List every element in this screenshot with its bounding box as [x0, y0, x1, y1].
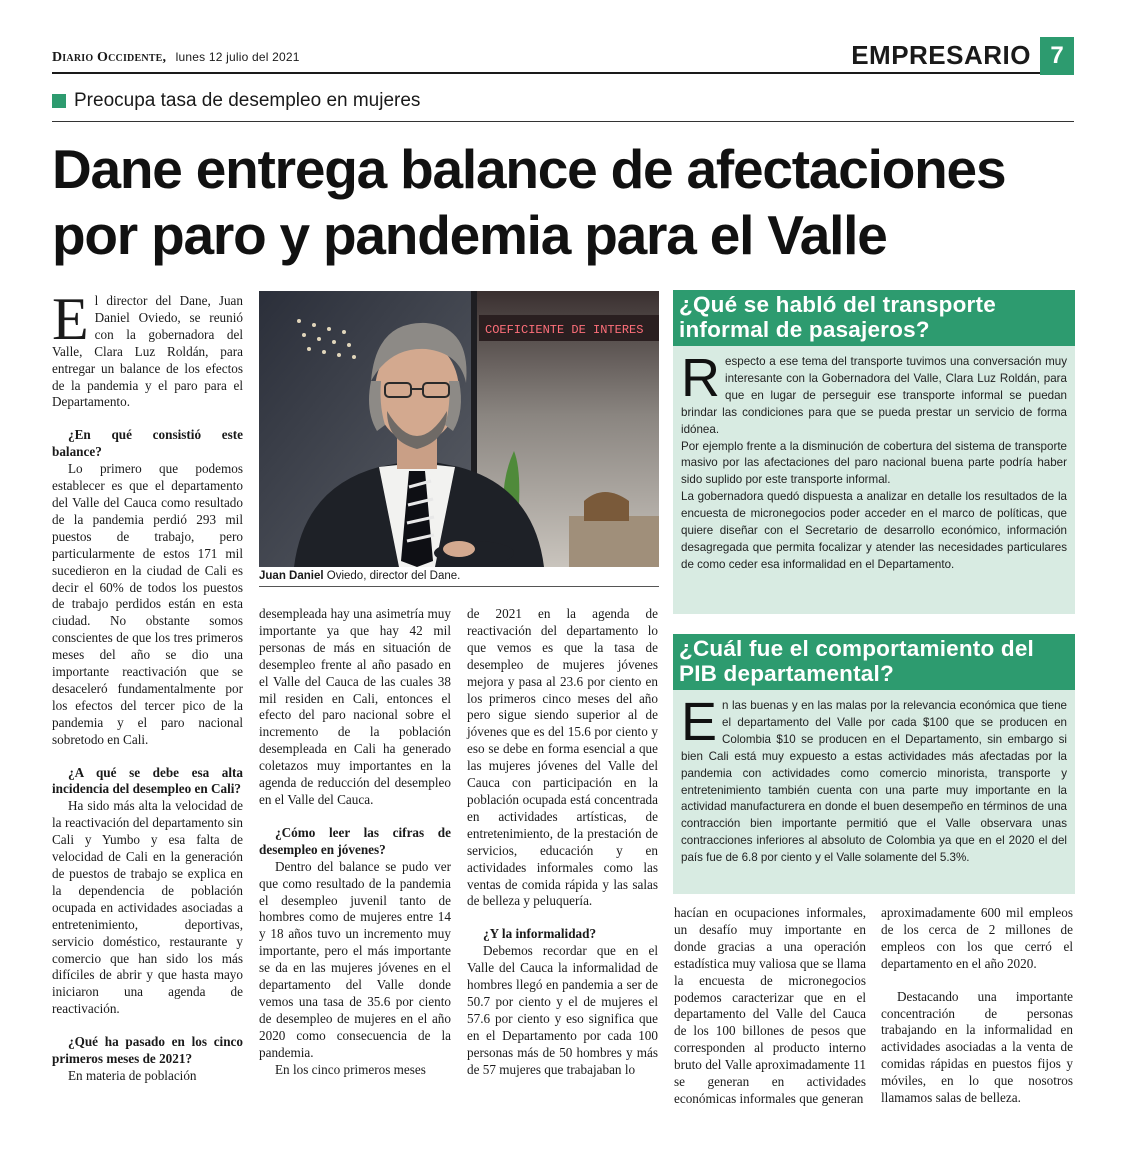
answer-paragraph: Dentro del balance se pudo ver que como resultado de la pandemia el desempleo juvenil tanto de hombres como de mujeres entre 14 y 18 años tuvo un incremento muy importante, pero el más importante se da en las mujeres jóvenes en el departamento del Valle donde vemos una tasa de 35.6 por ciento de desempleo de mujeres en el año 2020 como consecuencia de la pandemia.	[259, 858, 451, 1060]
answer-paragraph: Ha sido más alta la velocidad de la reactivación del departamento sin Cali y Yumbo y esa falta de velocidad de Cali en la generación de puestos de trabajo se explica en la dependencia de población ocupada en actividades asociadas a entretenimiento, deportivas, servicio doméstico, restaurante y comercio que han sido los más difíciles de abrir y que hasta mayo iniciaron una agenda de reactivación.	[52, 798, 243, 1017]
sidebar-paragraph	[681, 348, 1067, 439]
sidebar-transport	[673, 290, 1075, 614]
answer-paragraph: Debemos recordar que en el Valle del Cauca la informalidad de hombres llegó en pandemia a ser de 50.7 por ciento y el de mujeres el 57.6 por ciento y eso significa que en el Departamento por cada 100 personas más de 50 hombres y más de 57 mujeres que trabajaban lo	[467, 943, 658, 1077]
article-column-1	[52, 286, 243, 1085]
sidebar-pib	[673, 634, 1075, 894]
wall-sign-text: COEFICIENTE DE INTERES	[485, 323, 644, 337]
answer-paragraph-continued: desempleada hay una asimetría muy importante ya que hay 42 mil personas de más en situación de desempleo frente al año pasado en el Valle del Cauca de las cuales 38 mil residen en Cali, entonces el efecto del paro nacional sobre el incremento de la población desempleada en Cali ha generado coletazos muy importantes en la agenda de reducción del desempleo en el Valle del Cauca.	[259, 606, 451, 807]
drop-cap: E	[52, 286, 89, 352]
masthead	[52, 49, 300, 66]
answer-paragraph-continued: hacían en ocupaciones informales, un desafío muy importante en donde gracias a una operación estadística muy valiosa que se llama la encuesta de micronegocios podemos caracterizar que en el departamento del Valle del Cauca de los 100 billones de pesos que corresponden al producto interno bruto del Valle aproximadamente 11 se generan en actividades económicas informales que generan	[674, 905, 866, 1106]
header-rule	[52, 72, 1040, 74]
article-column-4	[674, 905, 866, 1108]
headline: Dane entrega balance de afectaciones por paro y pandemia para el Valle	[52, 138, 1006, 266]
sidebar-text: n las buenas y en las malas por la relevancia económica que tiene el departamento del Valle por cada $100 que se producen en Colombia $10 se producen en el Departamento, sin embargo si bien Cali está muy expuesto a estas actividades más afectadas por la pandemia con actividades como comercio minorista, transporte y entretenimiento también cuenta con una parte muy importante en la actividad manufacturera en donde el buen desempeño en términos de una contracción bien importante permitió que el Valle observara unas contracciones inferiores al absoluto de Colombia ya que en el 2020 el del país fue de 6.8 por ciento y el Valle solamente del 5.3%.	[681, 699, 1067, 865]
sidebar-title: ¿Qué se habló del transporte informal de pasajeros?	[673, 290, 1075, 346]
question-heading: ¿Y la informalidad?	[483, 926, 597, 942]
drop-cap: R	[681, 348, 720, 408]
drop-cap: E	[681, 692, 718, 752]
portrait-photo	[259, 291, 659, 567]
lead-text: l director del Dane, Juan Daniel Oviedo, se reunió con la gobernadora del Valle, Clara Luz Roldán, para entregar un balance de los efectos de la pandemia y el paro para el Departamento.	[52, 293, 243, 410]
question-heading: ¿A qué se debe esa alta incidencia del desempleo en Cali?	[52, 764, 243, 797]
question-heading: ¿Qué ha pasado en los cinco primeros meses de 2021?	[52, 1034, 243, 1067]
portrait-illustration	[259, 291, 659, 567]
sidebar-body	[673, 690, 1075, 894]
sidebar-title: ¿Cuál fue el comportamiento del PIB departamental?	[673, 634, 1075, 690]
sidebar-text: especto a ese tema del transporte tuvimos una conversación muy interesante con la Gobernadora del Valle, Clara Luz Roldán, para que en lugar de perseguir ese transporte informal se puedan brindar las condiciones para que se pueda prestar un servicio de forma idónea.	[681, 355, 1067, 436]
answer-paragraph: En los cinco primeros meses	[275, 1061, 426, 1077]
kicker-rule	[52, 121, 1074, 122]
kicker-text: Preocupa tasa de desempleo en mujeres	[74, 90, 421, 111]
question-heading: ¿En qué consistió este balance?	[52, 427, 243, 460]
question-heading: ¿Cómo leer las cifras de desempleo en jóvenes?	[259, 824, 451, 857]
sidebar-paragraph: La gobernadora quedó dispuesta a analizar en detalle los resultados de la encuesta de micronegocios poder acceder en el marco de políticas, que quiere diseñar con el Secretario de desarrollo económico, información desagregada que permita focalizar y atender las necesidades particulares de como ceder esa informalidad en el Departamento.	[681, 490, 1067, 571]
answer-paragraph-continued: aproximadamente 600 mil empleos de los cerca de 2 millones de empleos con los que cerró el departamento en el año 2020.	[881, 905, 1073, 971]
article-column-3	[467, 606, 658, 1078]
page-number-badge: 7	[1040, 37, 1074, 75]
answer-paragraph: Lo primero que podemos establecer es que el departamento del Valle del Cauca como resultado de la pandemia perdió 293 mil puestos de trabajo, pero particularmente de estos 171 mil sucedieron en la ciudad de Cali es decir el 60% de todos los puestos de trabajo perdidos están en esta ciudad. No obstante somos conscientes de que los tres primeros meses del año se dio una importante reactivación que se desaceleró fundamentalmente por los efectos del tercer pico de la pandemia y el paro nacional sobretodo en Cali.	[52, 461, 243, 747]
issue-date: lunes 12 julio del 2021	[175, 50, 300, 64]
sidebar-paragraph	[681, 692, 1067, 867]
paper-name: Diario Occidente,	[52, 50, 167, 65]
kicker-square-icon	[52, 94, 66, 108]
lead-paragraph	[52, 286, 243, 411]
answer-paragraph: Destacando una importante concentración de personas trabajando en la informalidad en actividades asociadas a la venta de comidas rápidas en puestos fijos y móviles, en lo que nosotros llamamos salas de belleza.	[881, 988, 1073, 1106]
caption-name: Juan Daniel	[259, 570, 324, 582]
answer-paragraph: En materia de población	[68, 1067, 197, 1083]
section-name: EMPRESARIO	[851, 40, 1031, 70]
sidebar-paragraph: Por ejemplo frente a la disminución de cobertura del sistema de transporte masivo por las afectaciones del paro nacional buena parte podría haber sido suplido por este transporte informal.	[681, 439, 1067, 487]
photo-caption	[259, 570, 659, 587]
answer-paragraph-continued: de 2021 en la agenda de reactivación del departamento lo que vemos es que la tasa de desempleo de mujeres jóvenes mejora y pasa al 23.6 por ciento en los primeros cinco meses del año pero sigue siendo superior al de jóvenes que es del 15.6 por ciento y eso se debe en forma esencial a que las mujeres jóvenes del Valle del Cauca con participación en la población ocupada está concentrada en actividades artísticas, de entretenimiento, de la prestación de servicios, educación y en actividades informales como las ventas de comida rápida y las salas de belleza y peluquería.	[467, 606, 658, 909]
article-column-2	[259, 606, 451, 1078]
sidebar-body	[673, 346, 1075, 614]
caption-text: Oviedo, director del Dane.	[323, 570, 461, 582]
kicker	[52, 90, 420, 112]
article-column-5	[881, 905, 1073, 1107]
